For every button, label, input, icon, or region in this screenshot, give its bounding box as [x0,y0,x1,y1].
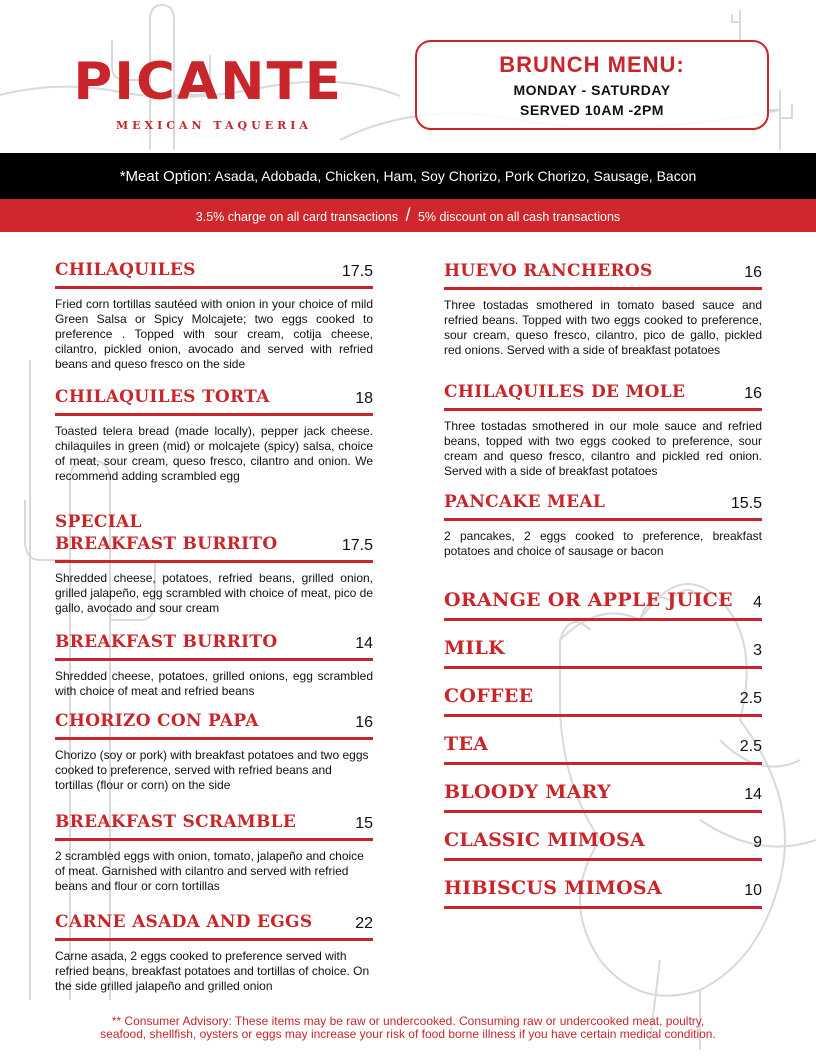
item-name: CHILAQUILES [55,260,196,280]
consumer-advisory [40,1015,776,1041]
item-description: Shredded cheese, potatoes, grilled onions, egg scrambled with choice of meat and refried beans [55,669,373,698]
item-name: CARNE ASADA AND EGGS [55,912,313,932]
brunch-days: MONDAY - SATURDAY [513,82,671,98]
item-description: Toasted telera bread (made locally), pepper jack cheese. chilaquiles in green (mid) or molcajete (spicy) salsa, choice of meat, sour cream, queso fresco, cilantro and onion. We recommend adding scrambled egg [55,424,373,483]
item-price: 15 [355,815,373,832]
drink-name: COFFEE [444,685,534,707]
drink-price: 14 [744,786,762,803]
brunch-info-box [415,40,769,130]
brand-name: PICANTE [73,52,344,112]
item-description: Fried corn tortillas sautéed with onion in your choice of mild Green Salsa or Spicy Molcajete; two eggs cooked to preference . Topped with sour cream, cotija cheese, cilantro, pickled onion, avocado and served with refried beans and queso fresco on the side [55,297,373,371]
item-name: BREAKFAST BURRITO [55,534,278,554]
drink-price: 9 [753,834,762,851]
item-name: HUEVO RANCHEROS [444,261,653,281]
divider [55,737,373,740]
divider [55,560,373,563]
divider [55,938,373,941]
drink-price: 4 [753,594,762,611]
drink-item [444,584,762,621]
drink-item [444,872,762,909]
drink-item [444,824,762,861]
item-description: Shredded cheese, potatoes, refried beans, grilled onion, grilled jalapeño, egg scrambled with choice of meat, pico de gallo, avocado and sour cream [55,571,373,615]
card-charge-text: 3.5% charge on all card transactions [195,210,398,224]
menu-item [444,488,762,559]
menu-item [55,628,373,699]
divider [444,858,762,861]
payment-notice-bar [0,199,816,232]
drink-name: ORANGE OR APPLE JUICE [444,589,733,611]
item-name-line1: SPECIAL [55,512,142,532]
item-price: 15.5 [730,495,762,512]
item-description: Carne asada, 2 eggs cooked to preference served with refried beans, breakfast potatoes and tortillas of choice. On the side grilled jalapeño and grilled onion [55,949,370,993]
drink-name: BLOODY MARY [444,781,612,803]
item-description: Three tostadas smothered in tomato based sauce and refried beans. Topped with two eggs cooked to preference, sour cream, queso fresco, cilantro, pico de gallo, pickled red onions. Served with a side of breakfast potatoes [444,298,762,357]
item-description: Chorizo (soy or pork) with breakfast potatoes and two eggs cooked to preference, served with refried beans and tortillas (flour or corn) on the side [55,748,369,792]
divider [55,286,373,289]
divider [55,658,373,661]
divider [444,762,762,765]
divider [55,838,373,841]
divider [444,666,762,669]
menu-item [55,383,373,484]
brunch-title: BRUNCH MENU: [499,52,685,77]
drink-name: CLASSIC MIMOSA [444,829,646,851]
divider [55,413,373,416]
item-price: 14 [355,635,373,652]
drink-price: 2.5 [739,738,762,755]
item-price: 22 [355,915,373,932]
item-price: 18 [355,390,373,407]
divider [444,618,762,621]
meat-option-list: Asada, Adobada, Chicken, Ham, Soy Chorizo, Pork Chorizo, Sausage, Bacon [211,168,697,184]
item-name: CHORIZO CON PAPA [55,711,259,731]
menu-item [55,808,373,894]
drink-item [444,680,762,717]
drink-item [444,728,762,765]
drink-price: 3 [753,642,762,659]
payment-separator: / [405,205,411,225]
divider [444,810,762,813]
divider [444,906,762,909]
cash-discount-text: 5% discount on all cash transactions [417,210,621,224]
divider [444,408,762,411]
item-name: CHILAQUILES TORTA [55,387,270,407]
item-description: Three tostadas smothered in our mole sauce and refried beans, topped with two eggs cooked to preference, sour cream and queso fresco, cilantro and pickled red onion. Served with a side of breakfast potatoes [444,419,762,478]
meat-option-bar [0,153,816,199]
drink-item [444,632,762,669]
brand-tagline: MEXICAN TAQUERIA [116,119,312,132]
item-price: 16 [744,385,762,402]
menu-item [444,378,762,479]
menu-item [55,908,373,994]
drink-name: TEA [444,733,489,755]
divider [444,518,762,521]
item-price: 17.5 [341,537,373,554]
item-name: BREAKFAST SCRAMBLE [55,812,297,832]
item-price: 17.5 [341,263,373,280]
divider [444,714,762,717]
item-price: 16 [744,264,762,281]
item-name: BREAKFAST BURRITO [55,632,278,652]
drink-item [444,776,762,813]
menu-item [444,257,762,358]
drink-price: 10 [744,882,762,899]
drink-name: HIBISCUS MIMOSA [444,877,662,899]
item-name: PANCAKE MEAL [444,492,606,512]
menu-item [55,508,373,616]
item-price: 16 [355,714,373,731]
item-name: CHILAQUILES DE MOLE [444,382,686,402]
drink-price: 2.5 [739,690,762,707]
item-description: 2 scrambled eggs with onion, tomato, jalapeño and choice of meat. Garnished with cilantro and served with refried beans and flour or corn tortillas [55,849,364,893]
menu-item [55,707,373,793]
meat-option-lead: *Meat Option: [119,168,212,185]
drink-name: MILK [444,637,505,659]
divider [444,287,762,290]
advisory-line: ** Consumer Advisory: These items may be raw or undercooked. Consuming raw or undercooked meat, poultry, [111,1014,705,1028]
menu-item [55,256,373,372]
brand-logo [73,44,344,134]
item-description: 2 pancakes, 2 eggs cooked to preference, breakfast potatoes and choice of sausage or bacon [444,529,762,558]
advisory-line: seafood, shellfish, oysters or eggs may increase your risk of food borne illness if you have certain medical condition. [100,1027,716,1041]
brunch-hours: SERVED 10AM -2PM [520,102,664,118]
